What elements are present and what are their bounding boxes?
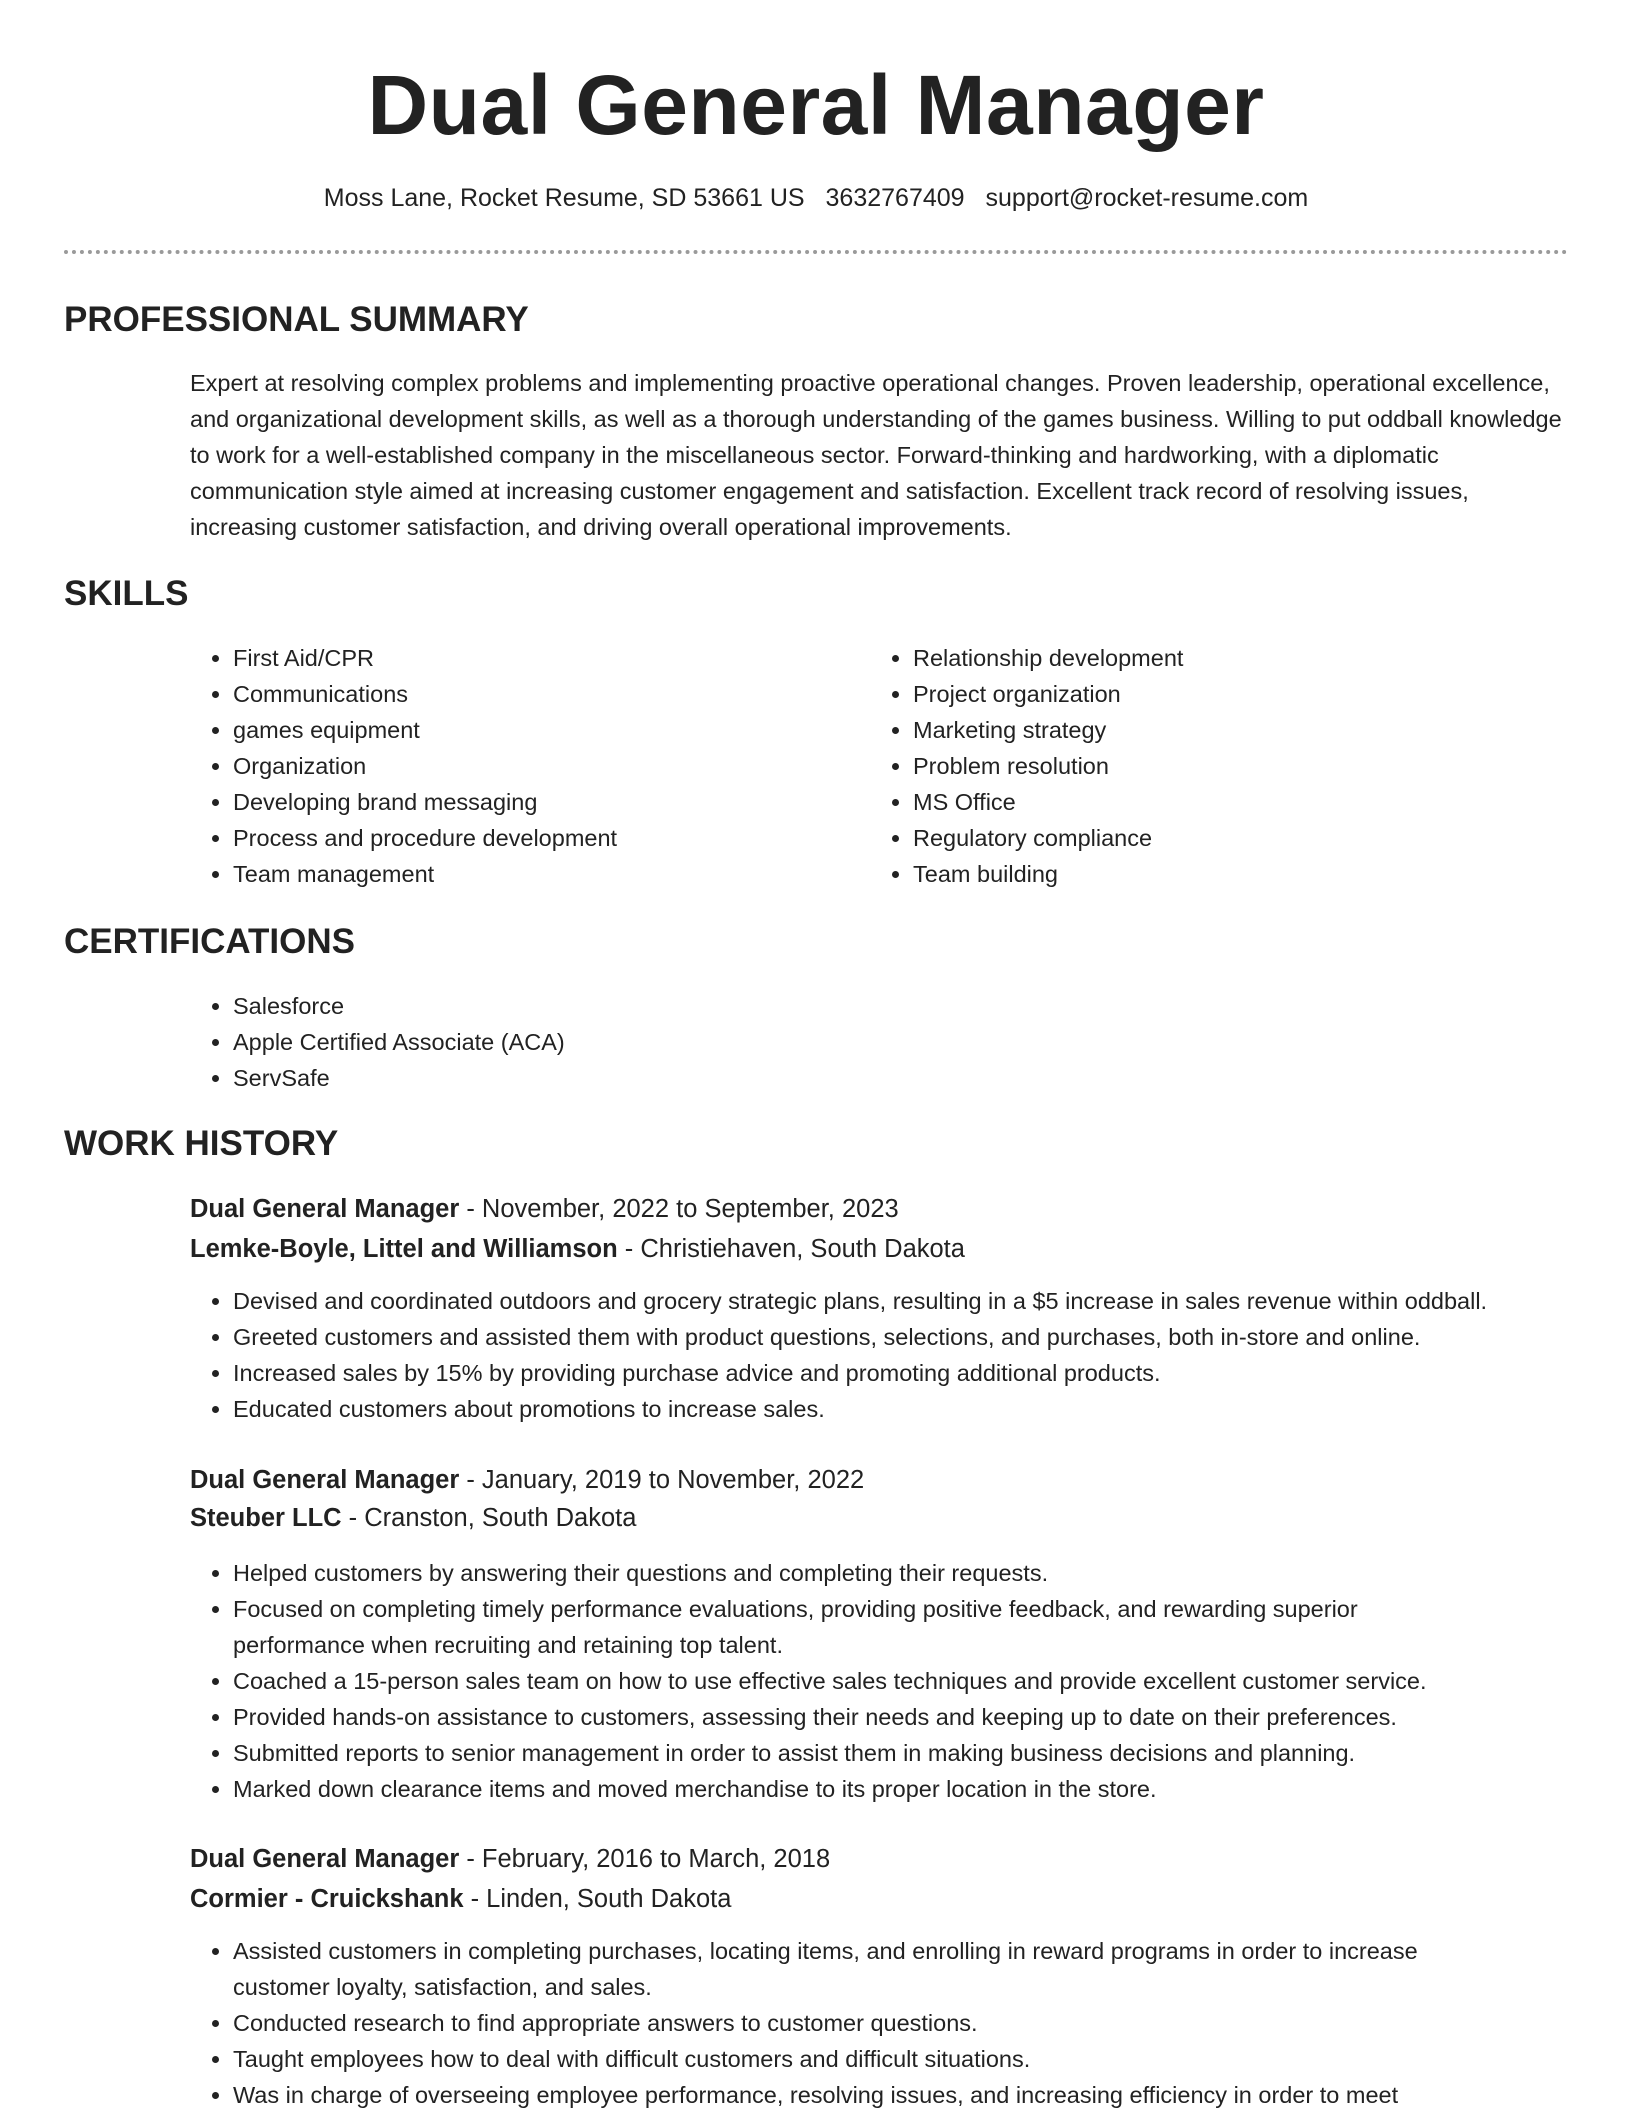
job-bullet: • Submitted reports to senior management in order to assist them in making business decisions and planning. (233, 1735, 1590, 1771)
job-bullet: • Taught employees how to deal with difficult customers and difficult situations. (233, 2041, 1590, 2077)
skill-item: • Process and procedure development (233, 820, 830, 856)
job-bullet: • Focused on completing timely performance evaluations, providing positive feedback, and rewarding superior performance when recruiting and retaining top talent. (233, 1591, 1448, 1663)
job-bullet: • Educated customers about promotions to increase sales. (233, 1391, 1590, 1427)
job-bullet: • Helped customers by answering their questions and completing their requests. (233, 1555, 1590, 1591)
skill-item: • Team management (233, 856, 830, 892)
summary-text: Expert at resolving complex problems and implementing proactive operational changes. Proven leadership, operational excellence, and organizational development skills, as well as a thorough understanding of the games business. Willing to put oddball knowledge to work for a well-established company in the miscellaneous sector. Forward-thinking and hardworking, with a diplomatic communication style aimed at increasing customer engagement and satisfaction. Excellent track record of resolving issues, increasing customer satisfaction, and driving overall operational improvements. (190, 370, 1562, 540)
skill-item: • Project organization (913, 676, 1530, 712)
job-bullet: • Increased sales by 15% by providing purchase advice and promoting additional products. (233, 1355, 1590, 1391)
certifications-list (190, 988, 1190, 1096)
skill-item: • Regulatory compliance (913, 820, 1530, 856)
skill-item: • Team building (913, 856, 1530, 892)
job-bullet: • Coached a 15-person sales team on how to use effective sales techniques and provide excellent customer service. (233, 1663, 1590, 1699)
job-dates: - February, 2016 to March, 2018 (459, 1845, 831, 1873)
job-title: Dual General Manager (190, 1845, 460, 1873)
job-dates: - January, 2019 to November, 2022 (459, 1466, 865, 1494)
job-title: Dual General Manager (190, 1466, 460, 1494)
header-divider (64, 250, 1568, 254)
skills-column-right (870, 640, 1530, 892)
job-dates: - November, 2022 to September, 2023 (459, 1195, 899, 1223)
contact-address: Moss Lane, Rocket Resume, SD 53661 US (323, 184, 805, 212)
job-bullets (190, 1283, 1590, 1427)
certification-item: • ServSafe (233, 1060, 1190, 1096)
job-bullet: • Devised and coordinated outdoors and grocery strategic plans, resulting in a $5 increase in sales revenue within oddball. (233, 1283, 1590, 1319)
skill-item: • Problem resolution (913, 748, 1530, 784)
job-bullet: • Conducted research to find appropriate answers to customer questions. (233, 2005, 1590, 2041)
job-bullets (190, 1933, 1590, 2112)
job-company: Lemke-Boyle, Littel and Williamson (190, 1235, 618, 1263)
job-company-line (190, 1881, 731, 1917)
skill-item: • First Aid/CPR (233, 640, 830, 676)
job-company: Cormier - Cruickshank (190, 1885, 464, 1913)
job-bullet: • Marked down clearance items and moved merchandise to its proper location in the store. (233, 1771, 1590, 1807)
job-location: - Linden, South Dakota (463, 1885, 732, 1913)
job-bullets (190, 1555, 1590, 1807)
section-title-certifications: CERTIFICATIONS (64, 922, 356, 961)
contact-line (0, 181, 1632, 215)
certification-item: • Apple Certified Associate (ACA) (233, 1024, 1190, 1060)
job-location: - Cranston, South Dakota (341, 1504, 637, 1532)
job-company: Steuber LLC (190, 1504, 342, 1532)
job-title-line (190, 1191, 899, 1227)
job-title: Dual General Manager (190, 1195, 460, 1223)
certification-item: • Salesforce (233, 988, 1190, 1024)
contact-phone: 3632767409 (825, 184, 965, 212)
skills-column-left (190, 640, 830, 892)
skill-item: • Developing brand messaging (233, 784, 830, 820)
job-company-line (190, 1231, 965, 1267)
skill-item: • Organization (233, 748, 830, 784)
skill-item: • Communications (233, 676, 830, 712)
job-company-line (190, 1500, 636, 1536)
skill-item: • MS Office (913, 784, 1530, 820)
skill-item: • games equipment (233, 712, 830, 748)
job-bullet: • Greeted customers and assisted them with product questions, selections, and purchases, both in-store and online. (233, 1319, 1590, 1355)
job-title-line (190, 1841, 830, 1877)
skill-item: • Relationship development (913, 640, 1530, 676)
job-location: - Christiehaven, South Dakota (617, 1235, 965, 1263)
job-bullet: • Assisted customers in completing purchases, locating items, and enrolling in reward programs in order to increase customer loyalty, satisfaction, and sales. (233, 1933, 1508, 2005)
skill-item: • Marketing strategy (913, 712, 1530, 748)
contact-email: support@rocket-resume.com (985, 184, 1309, 212)
section-title-skills: SKILLS (64, 574, 189, 613)
job-bullet: • Provided hands-on assistance to customers, assessing their needs and keeping up to date on their preferences. (233, 1699, 1590, 1735)
job-bullet: • Was in charge of overseeing employee performance, resolving issues, and increasing efficiency in order to meet (233, 2077, 1590, 2112)
section-title-work-history: WORK HISTORY (64, 1124, 339, 1163)
section-title-summary: PROFESSIONAL SUMMARY (64, 300, 529, 339)
resume-name: Dual General Manager (367, 58, 1265, 152)
job-title-line (190, 1462, 864, 1498)
